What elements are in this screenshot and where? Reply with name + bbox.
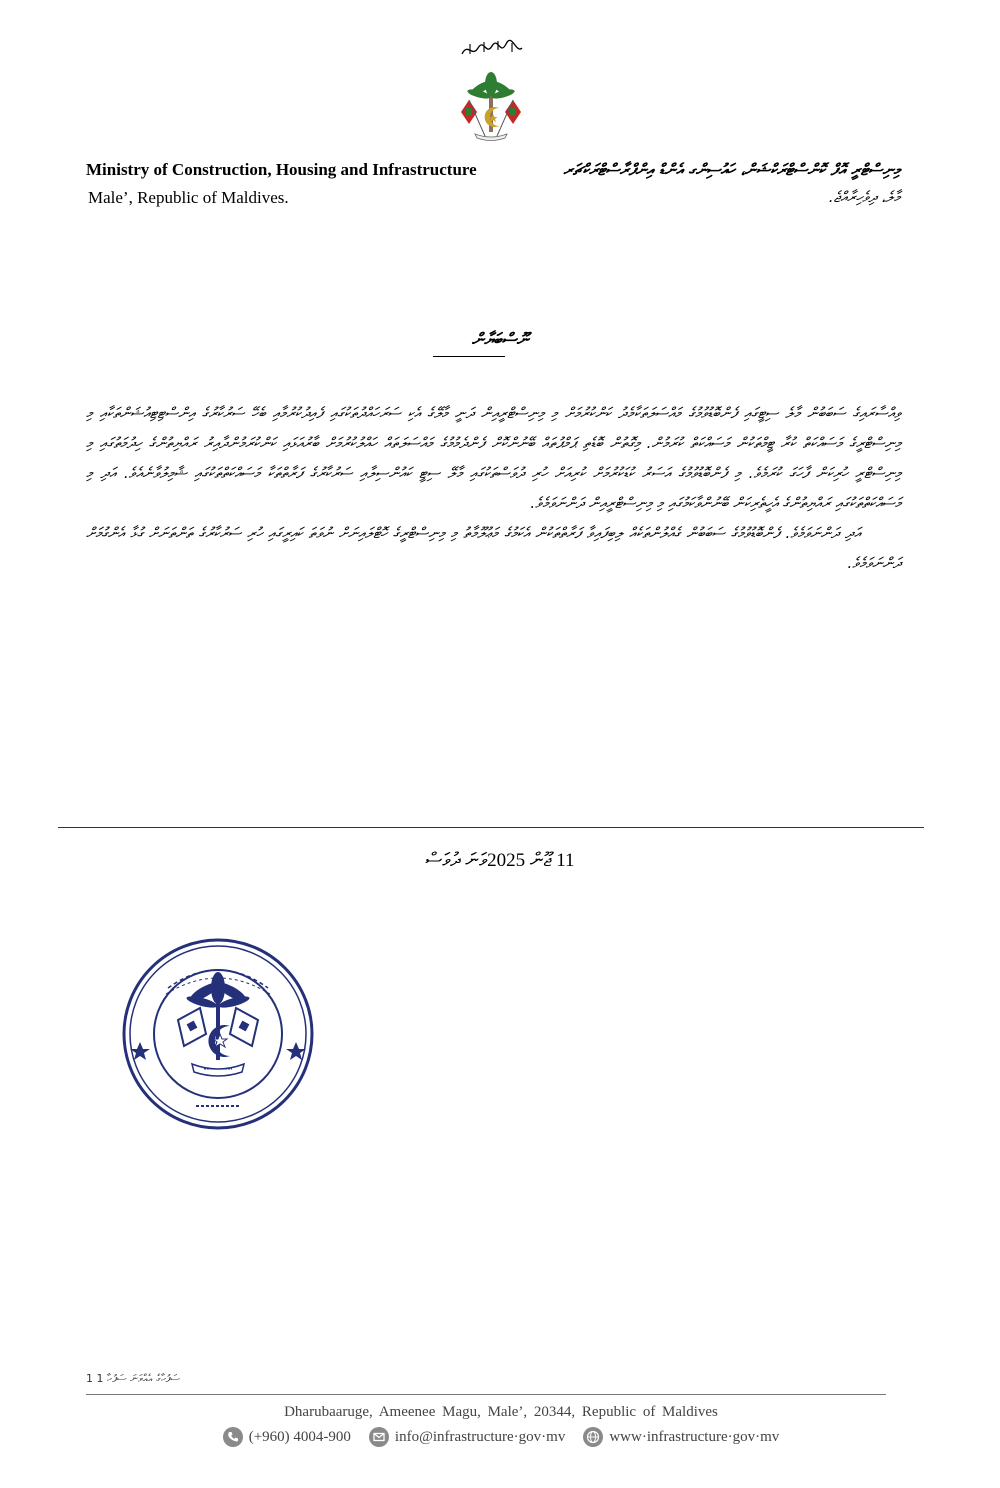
ministry-name-dhivehi: މިނިސްޓްރީ އޮފް ކޮންސްޓްރަކްޝަން، ހައުސިންގ އެންޑް އިންފްރާސްޓްރަކްޗަރ — [563, 160, 900, 179]
footer-address: Dharubaaruge, Ameenee Magu, Male’, 20344, Republic of Maldives — [284, 1404, 718, 1420]
section-divider — [58, 827, 924, 828]
ministry-location-english: Male’, Republic of Maldives. — [88, 188, 289, 207]
ministry-location-dhivehi: މާލެ، ދިވެހިރާއްޖެ. — [828, 188, 900, 206]
footer-divider — [86, 1394, 886, 1395]
page-footnote: 1 ސަފުހާގެ އެއްވަނަ ސަފުހާ 1 — [86, 1372, 181, 1385]
document-date: 11 ޖޫން 2025ވަނަ ދުވަސް — [425, 850, 575, 871]
email-icon — [369, 1427, 389, 1447]
document-body — [86, 398, 901, 578]
body-paragraph: އަދި ދަންނަވަމެވެ. ފެންބޮޑުވުމުގެ ސަބަބުން ގެއްލުންތަކެއް ލިބިފައިވާ ފަރާތްތަކުން އެކަމުގެ މަޢުލޫމާތު މި މިނިސްޓްރީގެ ހޮޓްލައިނަށް ނުވަތަ ކައިރީގައި ހުރި ސަރުކާރުގެ ތަންތަނަށް ގުޅާ އެންގުމަށް ދަންނަވަމެވެ. — [86, 524, 901, 572]
phone-icon — [223, 1427, 243, 1447]
globe-icon — [583, 1427, 603, 1447]
phone-number[interactable]: (+960) 4004-900 — [248, 1428, 351, 1445]
ministry-name-english: Ministry of Construction, Housing and Infrastructure — [86, 160, 477, 179]
document-title: ނޫސްބަޔާން — [471, 330, 529, 350]
title-underline — [433, 356, 505, 357]
email-address[interactable]: info@infrastructure·gov·mv — [394, 1428, 566, 1445]
website-url[interactable]: www·infrastructure·gov·mv — [609, 1428, 780, 1445]
contact-email — [369, 1427, 565, 1447]
body-paragraph: ވިއްސާރައިގެ ސަބަބުން މާލެ ސިޓީގައި ފެންބޮޑުވުމުގެ މައްސަލަތަކާމެދު ކަންކުރުމަށް މި މިނިސްޓްރީއިން ދަނީ މާލޭގެ އެކި ސަރަހައްދުތަކުގައި ފެއިދުކުރުމާއި ބެހޭ ސަރުކާރުގެ އިންސްޓިޓިއުޝަންތަކާއި މި މިނިސްޓްރީގެ މަސައްކަތް ކުރާ ޓީމްތަކުން މަސައްކަތް ކުރަމުން. މިގޮތުން ބޮޑެތި ޕަމްޕުތައް ބޭނުންކޮށް ފެންދެމުމުގެ މައްސަލަތައް ހައްލުކުރުމަށް ބާރުއަޅައި ކަންކުރަމުންދާއިރު ރައްޔިތުންގެ ހިދުމަތުގައި މި މިނިސްޓްރީ ހުރިކަން ފާހަގަ ކުރަމެވެ. މި ފެންބޮޑުވުމުގެ އަސަރު ކުޑަކުރުމަށް ކުރިއަށް ހުރި ދުވަސްތަކުގައި މާލޭ ސިޓީ ކައުންސިލާއި ސަރުކާރުގެ ފަރާތްތަކާ މަސައްކަތްތަކުގައި ޝާމިލުވާނެއެވެ. އަދި މި މަސައްކަތްތަކުގައި ރައްޔިތުންގެ އެހީތެރިކަން ބޭނުންވާކަމުގައި މި މިނިސްޓްރީއިން ދަންނަވަމެވެ. — [86, 404, 901, 512]
contact-website — [583, 1427, 779, 1447]
bismillah-calligraphy — [460, 38, 524, 60]
contact-phone — [223, 1427, 351, 1447]
footer-contacts — [86, 1427, 916, 1447]
national-emblem-icon — [455, 70, 527, 146]
official-seal-icon — [118, 938, 318, 1130]
